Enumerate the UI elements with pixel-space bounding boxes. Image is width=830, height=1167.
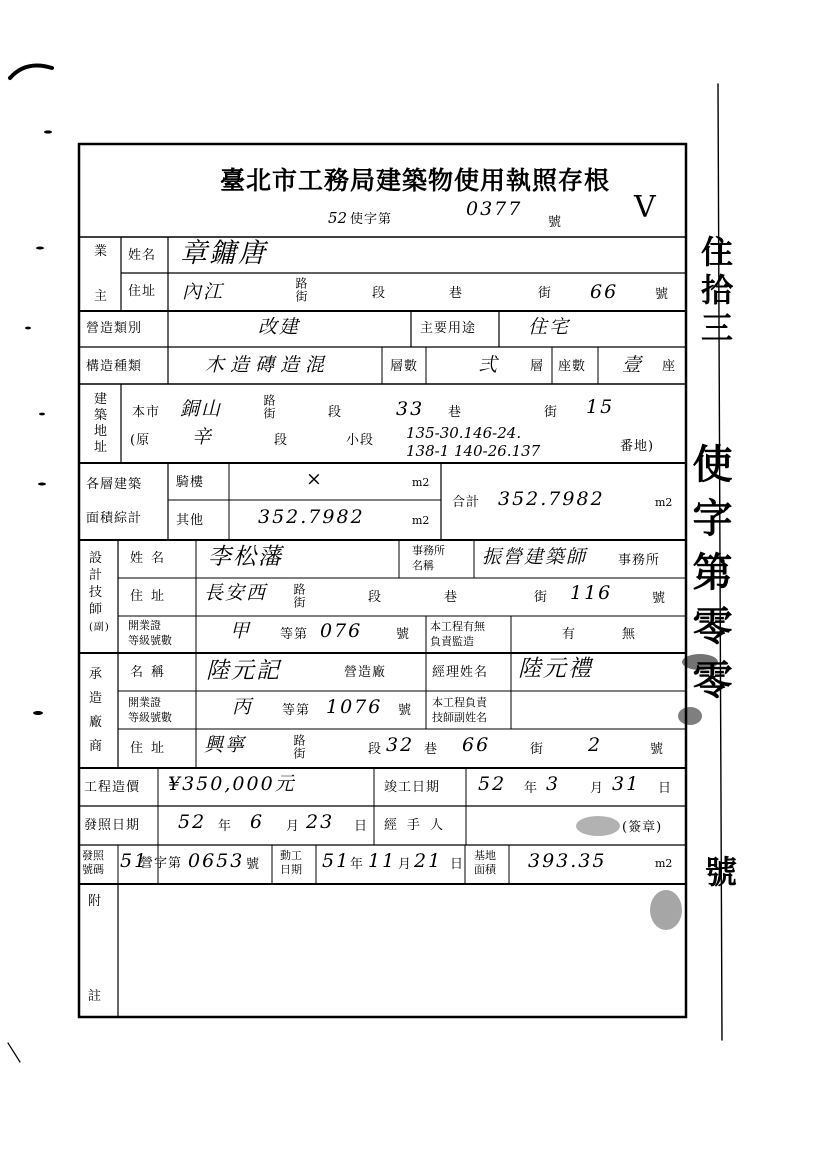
architect-grade-label: 等第	[280, 627, 309, 642]
base-area-label-2: 面積	[474, 863, 496, 876]
site-orig-section-label: 段	[274, 433, 289, 448]
structure: 木造磚造混	[205, 354, 331, 376]
contractor-section-label-2: 段	[368, 742, 383, 757]
other-area-value: 352.7982	[258, 506, 365, 528]
architect-road-label: 路街	[292, 583, 306, 609]
owner-alley-label: 街	[538, 286, 553, 301]
architect-number-label: 號	[652, 591, 667, 606]
contractor-address-lane: 32	[386, 734, 415, 756]
site-road-label: 路街	[262, 394, 276, 420]
issue-month: 6	[250, 811, 265, 833]
site-orig-label: (原	[130, 433, 151, 448]
handler-label: 經手人	[384, 818, 454, 833]
arcade-unit: m2	[412, 476, 430, 489]
contractor-char-3: 廠	[89, 715, 104, 730]
office-suffix: 事務所	[618, 553, 661, 568]
architect-lane-label: 巷	[444, 590, 459, 605]
owner-address-number: 66	[590, 281, 619, 303]
contractor-address-label: 住址	[130, 741, 173, 756]
completion-day-unit: 日	[658, 781, 673, 796]
site-lots-line1: 135-30.146-24.	[406, 424, 522, 442]
contractor-address-alley: 66	[462, 734, 491, 756]
start-year: 51	[322, 850, 351, 872]
building-permit-year: 51	[120, 850, 149, 872]
site-alley-label: 街	[544, 405, 559, 420]
site-city-label: 本市	[132, 405, 161, 420]
owner-number-label: 號	[655, 287, 670, 302]
architect-char-5: (副)	[89, 622, 110, 633]
contractor-name-suffix: 營造廠	[344, 665, 387, 680]
permit-number: 0377	[466, 198, 523, 220]
permit-suffix: 號	[548, 215, 563, 230]
site-lane-label: 巷	[448, 405, 463, 420]
other-area-label: 其他	[176, 513, 205, 528]
contractor-char-4: 商	[89, 739, 104, 754]
owner-road-label: 路街	[294, 277, 308, 303]
contractor-char-1: 承	[89, 667, 104, 682]
blocks: 壹	[622, 354, 644, 376]
engineer-label-1: 本工程負責	[432, 696, 487, 709]
architect-license-suffix: 號	[396, 627, 411, 642]
office-label-2: 名稱	[412, 559, 434, 572]
check-mark: V	[634, 190, 658, 225]
site-lots-line2: 138-1 140-26.137	[406, 442, 541, 460]
completion-year-unit: 年	[524, 781, 539, 796]
total-area-unit: m2	[655, 496, 673, 509]
other-area-unit: m2	[412, 514, 430, 527]
issue-year: 52	[178, 811, 207, 833]
total-area-value: 352.7982	[498, 488, 605, 510]
contractor-license-number: 1076	[326, 696, 383, 718]
architect-char-4: 師	[89, 602, 104, 617]
blocks-label: 座數	[558, 359, 587, 374]
site-orig-section: 辛	[192, 426, 214, 448]
blocks-unit: 座	[662, 359, 677, 374]
base-area-value: 393.35	[528, 850, 607, 872]
architect-char-1: 設	[89, 551, 104, 566]
floors: 弍	[478, 354, 500, 376]
site-section-label-2: 段	[328, 405, 343, 420]
completion-year: 52	[478, 773, 507, 795]
architect-address: 長安西	[204, 582, 268, 604]
margin-stamp-top: 住拾三	[696, 235, 734, 349]
supervision-label-1: 本工程有無	[430, 620, 485, 633]
contractor-license-grade: 丙	[232, 696, 254, 718]
margin-stamp: 使字第零零	[686, 443, 733, 713]
engineer-label-2: 技師副姓名	[432, 711, 487, 724]
architect-license-grade: 甲	[230, 620, 252, 642]
architect-license-label-1: 開業證	[128, 619, 161, 632]
building-permit-label-1: 發照	[82, 849, 104, 862]
owner-address-label: 住址	[128, 284, 157, 299]
building-permit-label-2: 號碼	[82, 863, 104, 876]
completion-day: 31	[612, 773, 641, 795]
completion-month-unit: 月	[590, 781, 605, 796]
architect-address-number: 116	[570, 582, 613, 604]
seal-label: (簽章)	[622, 820, 663, 835]
issue-year-unit: 年	[218, 819, 233, 834]
contractor-license-suffix: 號	[398, 703, 413, 718]
permit-prefix: 使字第	[350, 212, 393, 227]
completion-label: 竣工日期	[384, 780, 441, 795]
site-lot-suffix: 番地)	[620, 439, 655, 454]
owner-name-label: 姓名	[128, 248, 157, 263]
building-permit-suffix: 號	[246, 857, 261, 872]
contractor-number-label: 號	[650, 742, 665, 757]
site-char-1: 建	[94, 392, 109, 407]
remarks-label-bottom: 註	[88, 989, 103, 1004]
contractor-license-label-1: 開業證	[128, 696, 161, 709]
cost-value: ¥350,000元	[168, 773, 296, 795]
contractor-grade-label: 等第	[282, 703, 311, 718]
start-day: 21	[414, 850, 443, 872]
total-area-label: 合計	[452, 495, 481, 510]
architect-name-label: 姓名	[130, 551, 173, 566]
cost-label: 工程造價	[84, 780, 141, 795]
contractor-alley-label: 街	[530, 742, 545, 757]
manager-name: 陸元禮	[518, 656, 593, 682]
issue-day-unit: 日	[354, 819, 369, 834]
contractor-section-label	[89, 663, 103, 759]
contractor-address-district: 興寧	[204, 734, 247, 756]
site-subsection-label: 小段	[346, 433, 375, 448]
start-year-unit: 年	[350, 857, 365, 872]
site-char-2: 築	[94, 408, 109, 423]
building-permit-number: 0653	[188, 850, 245, 872]
contractor-name-label: 名稱	[130, 665, 173, 680]
floors-unit: 層	[530, 359, 545, 374]
form-title: 臺北市工務局建築物使用執照存根	[219, 166, 610, 195]
base-area-label-1: 基地	[474, 849, 496, 862]
manager-label: 經理姓名	[432, 665, 489, 680]
owner-section-label: 段	[372, 286, 387, 301]
permit-year: 52	[328, 209, 348, 227]
contractor-road-label: 路街	[292, 734, 306, 760]
site-char-4: 址	[94, 440, 109, 455]
office-label-1: 事務所	[412, 544, 445, 557]
owner-char-1: 業	[94, 244, 109, 259]
site-lane: 33	[396, 398, 425, 420]
area-label-2: 面積綜計	[86, 511, 143, 526]
margin-stamp-end: 號	[700, 855, 738, 901]
architect-section-label	[89, 550, 110, 636]
area-label-1: 各層建築	[86, 477, 143, 492]
construction-type-label: 營造類別	[86, 321, 143, 336]
architect-address-label: 住址	[130, 589, 173, 604]
architect-name: 李松藩	[208, 544, 283, 570]
main-use: 住宅	[528, 316, 571, 338]
site-road: 銅山	[180, 398, 223, 420]
contractor-address-number: 2	[588, 734, 603, 756]
arcade-label: 騎樓	[176, 475, 205, 490]
contractor-license-label-2: 等級號數	[128, 711, 172, 724]
architect-section-label-2: 段	[368, 590, 383, 605]
architect-license-label-2: 等級號數	[128, 634, 172, 647]
owner-lane-label: 巷	[449, 286, 464, 301]
supervision-label-2: 負責監造	[430, 635, 474, 648]
issue-date-label: 發照日期	[84, 818, 141, 833]
start-day-unit: 日	[450, 857, 465, 872]
owner-char-2: 主	[94, 289, 109, 304]
office-name: 振營建築師	[482, 546, 588, 568]
main-use-label: 主要用途	[420, 321, 477, 336]
structure-label: 構造種類	[86, 359, 143, 374]
building-permit-prefix: 營字第	[140, 856, 183, 871]
issue-month-unit: 月	[286, 819, 301, 834]
start-month-unit: 月	[398, 857, 413, 872]
contractor-name: 陸元記	[206, 658, 281, 684]
construction-type: 改建	[258, 316, 301, 338]
remarks-label-top: 附	[88, 894, 103, 909]
contractor-char-2: 造	[89, 691, 104, 706]
architect-char-2: 計	[89, 568, 104, 583]
contractor-lane-label: 巷	[424, 742, 439, 757]
completion-month: 3	[546, 773, 561, 795]
architect-alley-label: 街	[534, 590, 549, 605]
start-date-label-1: 動工	[280, 849, 302, 862]
owner-address-district: 內江	[182, 281, 225, 303]
start-month: 11	[368, 850, 397, 872]
architect-char-3: 技	[89, 585, 104, 600]
arcade-value: ×	[306, 468, 324, 490]
site-number: 15	[586, 396, 615, 418]
site-section-label	[94, 392, 108, 456]
supervision-yes: 有	[562, 627, 577, 642]
issue-day: 23	[306, 811, 335, 833]
site-char-3: 地	[94, 424, 109, 439]
supervision-no: 無	[622, 627, 637, 642]
architect-license-number: 076	[320, 620, 363, 642]
start-date-label-2: 日期	[280, 863, 302, 876]
floors-label: 層數	[390, 359, 419, 374]
base-area-unit: m2	[655, 857, 673, 870]
owner-name: 章鏞唐	[180, 238, 267, 269]
